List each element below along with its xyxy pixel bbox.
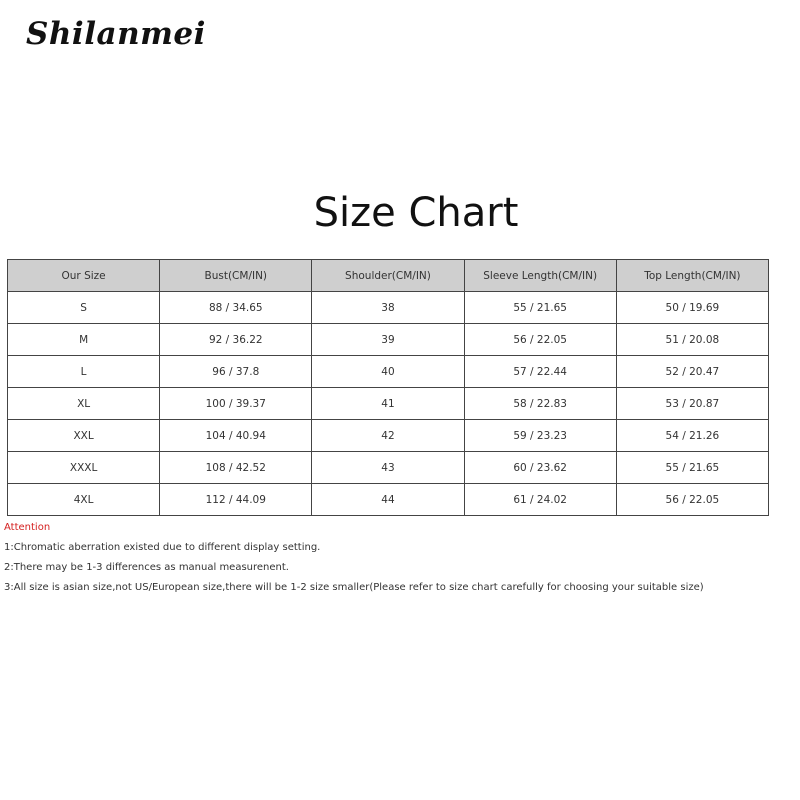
cell-sleeve-length: 57 / 22.44 (464, 356, 616, 388)
cell-sleeve-length: 58 / 22.83 (464, 388, 616, 420)
attention-notes (4, 520, 794, 600)
cell-size: M (8, 324, 160, 356)
cell-top-length: 55 / 21.65 (616, 452, 768, 484)
cell-sleeve-length: 59 / 23.23 (464, 420, 616, 452)
cell-bust: 88 / 34.65 (160, 292, 312, 324)
header-shoulder: Shoulder(CM/IN) (312, 260, 464, 292)
cell-shoulder: 39 (312, 324, 464, 356)
cell-top-length: 56 / 22.05 (616, 484, 768, 516)
cell-size: XXXL (8, 452, 160, 484)
cell-top-length: 51 / 20.08 (616, 324, 768, 356)
cell-bust: 108 / 42.52 (160, 452, 312, 484)
cell-bust: 92 / 36.22 (160, 324, 312, 356)
cell-shoulder: 41 (312, 388, 464, 420)
table-row (8, 452, 769, 484)
size-table (7, 259, 769, 516)
cell-sleeve-length: 60 / 23.62 (464, 452, 616, 484)
header-our-size: Our Size (8, 260, 160, 292)
table-row (8, 324, 769, 356)
cell-top-length: 52 / 20.47 (616, 356, 768, 388)
note-line: 3:All size is asian size,not US/European size,there will be 1-2 size smaller(Please refer to size chart carefully for choosing your suitable size) (4, 582, 704, 593)
cell-sleeve-length: 61 / 24.02 (464, 484, 616, 516)
header-top-length: Top Length(CM/IN) (616, 260, 768, 292)
cell-sleeve-length: 55 / 21.65 (464, 292, 616, 324)
table-row (8, 292, 769, 324)
cell-bust: 100 / 39.37 (160, 388, 312, 420)
cell-size: 4XL (8, 484, 160, 516)
brand-logo: Shilanmei (26, 16, 206, 52)
header-bust: Bust(CM/IN) (160, 260, 312, 292)
table-row (8, 388, 769, 420)
note-line: 2:There may be 1-3 differences as manual measurenent. (4, 562, 289, 573)
cell-shoulder: 43 (312, 452, 464, 484)
cell-size: XL (8, 388, 160, 420)
attention-heading: Attention (4, 522, 51, 533)
cell-top-length: 54 / 21.26 (616, 420, 768, 452)
cell-size: XXL (8, 420, 160, 452)
table-row (8, 356, 769, 388)
page-title: Size Chart (313, 190, 519, 236)
cell-sleeve-length: 56 / 22.05 (464, 324, 616, 356)
cell-bust: 104 / 40.94 (160, 420, 312, 452)
cell-shoulder: 38 (312, 292, 464, 324)
table-row (8, 484, 769, 516)
cell-top-length: 50 / 19.69 (616, 292, 768, 324)
cell-bust: 96 / 37.8 (160, 356, 312, 388)
note-line: 1:Chromatic aberration existed due to different display setting. (4, 542, 321, 553)
cell-size: S (8, 292, 160, 324)
cell-top-length: 53 / 20.87 (616, 388, 768, 420)
cell-bust: 112 / 44.09 (160, 484, 312, 516)
header-sleeve-length: Sleeve Length(CM/IN) (464, 260, 616, 292)
table-header-row (8, 260, 769, 292)
cell-shoulder: 44 (312, 484, 464, 516)
cell-size: L (8, 356, 160, 388)
table-row (8, 420, 769, 452)
cell-shoulder: 42 (312, 420, 464, 452)
cell-shoulder: 40 (312, 356, 464, 388)
